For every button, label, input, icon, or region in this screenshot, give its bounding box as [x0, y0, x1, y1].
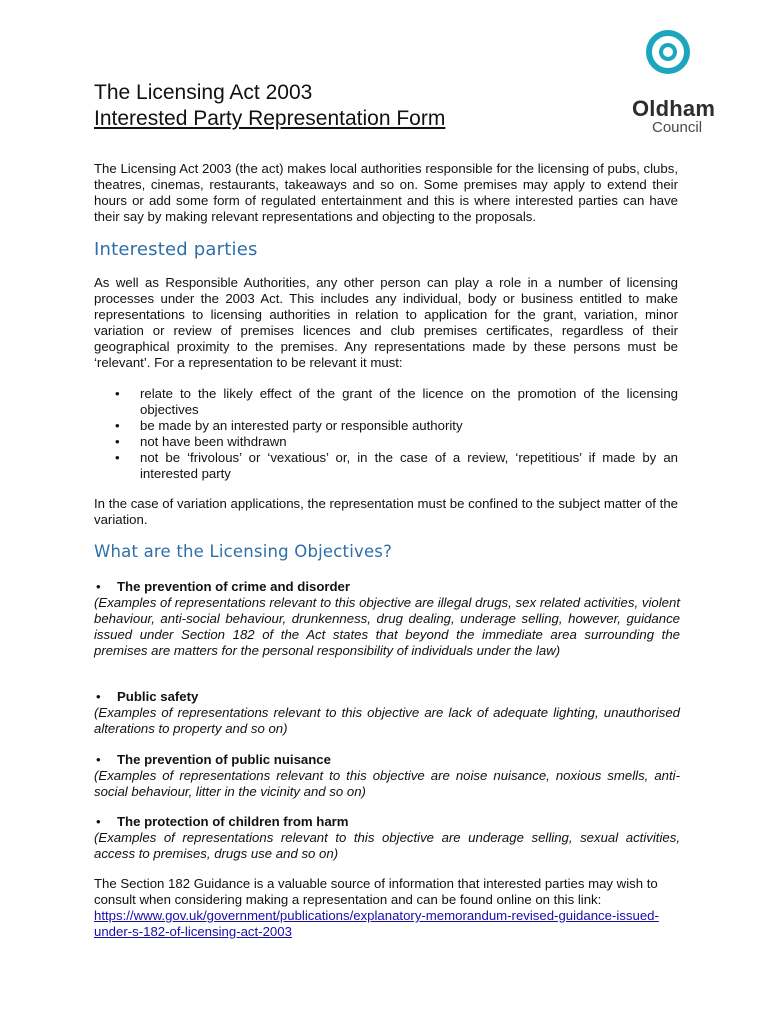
title-line-1: The Licensing Act 2003 — [94, 81, 313, 104]
interested-parties-body: As well as Responsible Authorities, any other person can play a role in a number of licensing processes under the 2003 Act. This includes any individual, body or business entitled to make representations to licensing authorities in relation to application for the grant, variation, minor variation or review of premises licences and club premises certificates, regardless of their geographical proximity to the premises. Any representations made by these persons must be ‘relevant’. For a representation to be relevant it must: — [94, 275, 678, 370]
objective-examples: (Examples of representations relevant to this objective are illegal drugs, sex related activities, violent behaviour, anti-social behaviour, drunkenness, drug dealing, underage selling, however, guidance issued under Section 182 of the Act states that beyond the immediate area surrounding the premises are matters for the personal responsibility of individuals under the law) — [94, 595, 680, 658]
licensing-objectives-heading: What are the Licensing Objectives? — [94, 542, 393, 561]
guidance-paragraph — [94, 876, 678, 940]
relevance-criteria-list — [94, 386, 678, 482]
guidance-link[interactable]: https://www.gov.uk/government/publications/explanatory-memorandum-revised-guidance-issued-under-s-182-of-licensing-act-2003 — [94, 908, 659, 939]
list-item: • not have been withdrawn — [94, 434, 678, 450]
oldham-council-logo — [628, 30, 724, 140]
list-item: • be made by an interested party or responsible authority — [94, 418, 678, 434]
objective-public-safety — [94, 689, 680, 737]
objective-public-nuisance — [94, 752, 680, 800]
guidance-text: The Section 182 Guidance is a valuable source of information that interested parties may wish to consult when considering making a representation and can be found online on this link: — [94, 876, 658, 907]
objective-examples: (Examples of representations relevant to this objective are underage selling, sexual activities, access to premises, drugs use and so on) — [94, 830, 680, 861]
document-title — [94, 80, 445, 132]
title-line-2: Interested Party Representation Form — [94, 107, 446, 130]
objective-title: • The protection of children from harm — [94, 814, 680, 830]
objective-title: • Public safety — [94, 689, 680, 705]
logo-ring-icon — [646, 30, 690, 74]
objective-title: • The prevention of crime and disorder — [94, 579, 680, 595]
objective-crime-disorder — [94, 579, 680, 659]
objective-children-protection — [94, 814, 680, 862]
list-item: • not be ‘frivolous’ or ‘vexatious’ or, in the case of a review, ‘repetitious’ if made by an interested party — [94, 450, 678, 482]
logo-subtitle: Council — [652, 119, 703, 136]
objective-title: • The prevention of public nuisance — [94, 752, 680, 768]
objective-examples: (Examples of representations relevant to this objective are lack of adequate lighting, unauthorised alterations to property and so on) — [94, 705, 680, 736]
objective-examples: (Examples of representations relevant to this objective are noise nuisance, noxious smells, anti-social behaviour, litter in the vicinity and so on) — [94, 768, 680, 799]
list-item: • relate to the likely effect of the grant of the licence on the promotion of the licensing objectives — [94, 386, 678, 418]
logo-name: Oldham — [632, 96, 716, 121]
interested-parties-heading: Interested parties — [94, 239, 258, 260]
intro-paragraph: The Licensing Act 2003 (the act) makes local authorities responsible for the licensing of pubs, clubs, theatres, cinemas, restaurants, takeaways and so on. Some premises may apply to extend their hours or add some form of regulated entertainment and this is where interested parties can have their say by making relevant representations and objecting to the proposals. — [94, 161, 678, 224]
variation-note: In the case of variation applications, the representation must be confined to the subject matter of the variation. — [94, 496, 678, 527]
